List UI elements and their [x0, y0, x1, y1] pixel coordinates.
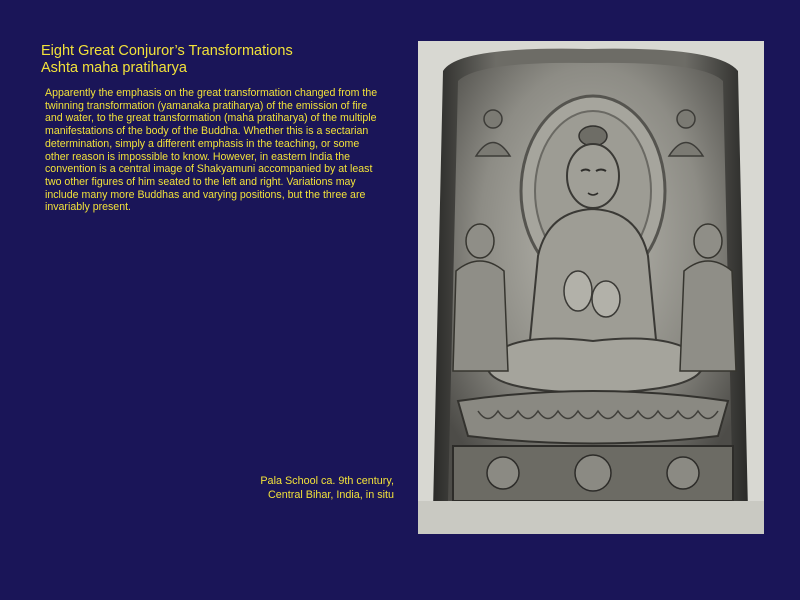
title-line-2: Ashta maha pratiharya	[41, 60, 187, 76]
title-block	[41, 43, 381, 77]
caption-line-1: Pala School ca. 9th century,	[260, 475, 394, 487]
photo-caption	[194, 475, 394, 502]
title-line-1: Eight Great Conjuror’s Transformations	[41, 43, 293, 59]
sculpture-photo	[418, 41, 764, 534]
caption-line-2: Central Bihar, India, in situ	[267, 488, 394, 501]
body-paragraph: Apparently the emphasis on the great transformation changed from the twinning transformation (yamanaka pratiharya) of the emission of fire and water, to the great transformation (maha pratiharya) of the multiple manifestations of the body of the Buddha. Whether this is a sectarian determination, simply a different emphasis in the teaching, or some other reason is impossible to know. However, in eastern India the convention is a central image of Shakyamuni accompanied by at least two other figures of him seated to the left and right. Variations may include many more Buddhas and varying positions, but the three are invariably present.	[45, 87, 378, 214]
